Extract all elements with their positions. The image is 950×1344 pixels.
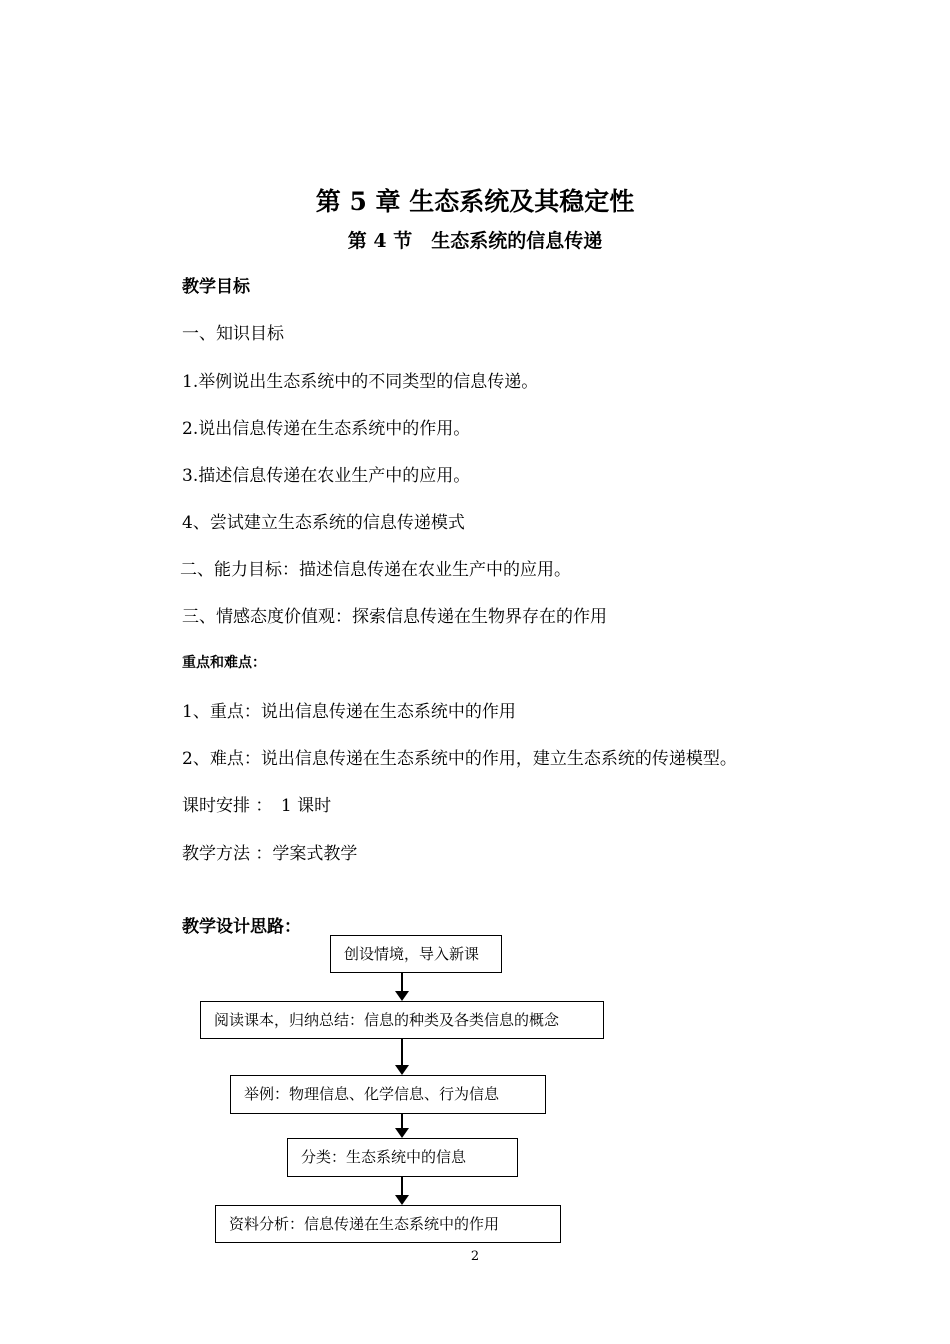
emotion-objective: 三、情感态度价值观：探索信息传递在生物界存在的作用 [182,607,607,627]
section-title: 第 4 节 生态系统的信息传递 [347,230,603,252]
flow-step-label: 资料分析：信息传递在生态系统中的作用 [229,1215,500,1233]
flow-step-box [287,1138,518,1177]
ability-objective: 二、能力目标：描述信息传递在农业生产中的应用。 [180,560,571,580]
difficulty-point: 2、难点：说出信息传递在生态系统中的作用，建立生态系统的传递模型。 [182,749,737,769]
flow-arrow [395,1177,409,1205]
flow-step-label: 举例：物理信息、化学信息、行为信息 [244,1085,500,1103]
flow-step-box [200,1001,604,1039]
chapter-title: 第 5 章 生态系统及其稳定性 [315,187,635,216]
schedule-line: 课时安排 ： 1 课时 [182,796,332,816]
flow-arrow [395,1039,409,1075]
flow-step-box [230,1075,546,1114]
flow-step-label: 创设情境，导入新课 [344,945,480,963]
objective-item: 2.说出信息传递在生态系统中的作用。 [182,419,471,439]
flow-step-label: 分类：生态系统中的信息 [301,1148,467,1166]
flow-arrow [395,1114,409,1138]
objective-item: 4、尝试建立生态系统的信息传递模式 [182,513,465,533]
knowledge-heading: 一、知识目标 [182,324,284,344]
objective-item: 3.描述信息传递在农业生产中的应用。 [182,466,471,486]
objective-item: 1.举例说出生态系统中的不同类型的信息传递。 [182,372,539,392]
page-number: 2 [470,1249,480,1264]
key-points-heading: 重点和难点： [182,655,266,671]
flow-step-box [215,1205,561,1243]
flow-arrow [395,973,409,1001]
design-heading: 教学设计思路： [182,917,301,937]
flow-step-box [330,935,502,973]
flow-step-label: 阅读课本，归纳总结：信息的种类及各类信息的概念 [214,1011,560,1029]
method-line: 教学方法 ：学案式教学 [182,844,358,864]
objectives-heading: 教学目标 [182,277,250,297]
key-point: 1、重点：说出信息传递在生态系统中的作用 [182,702,516,722]
